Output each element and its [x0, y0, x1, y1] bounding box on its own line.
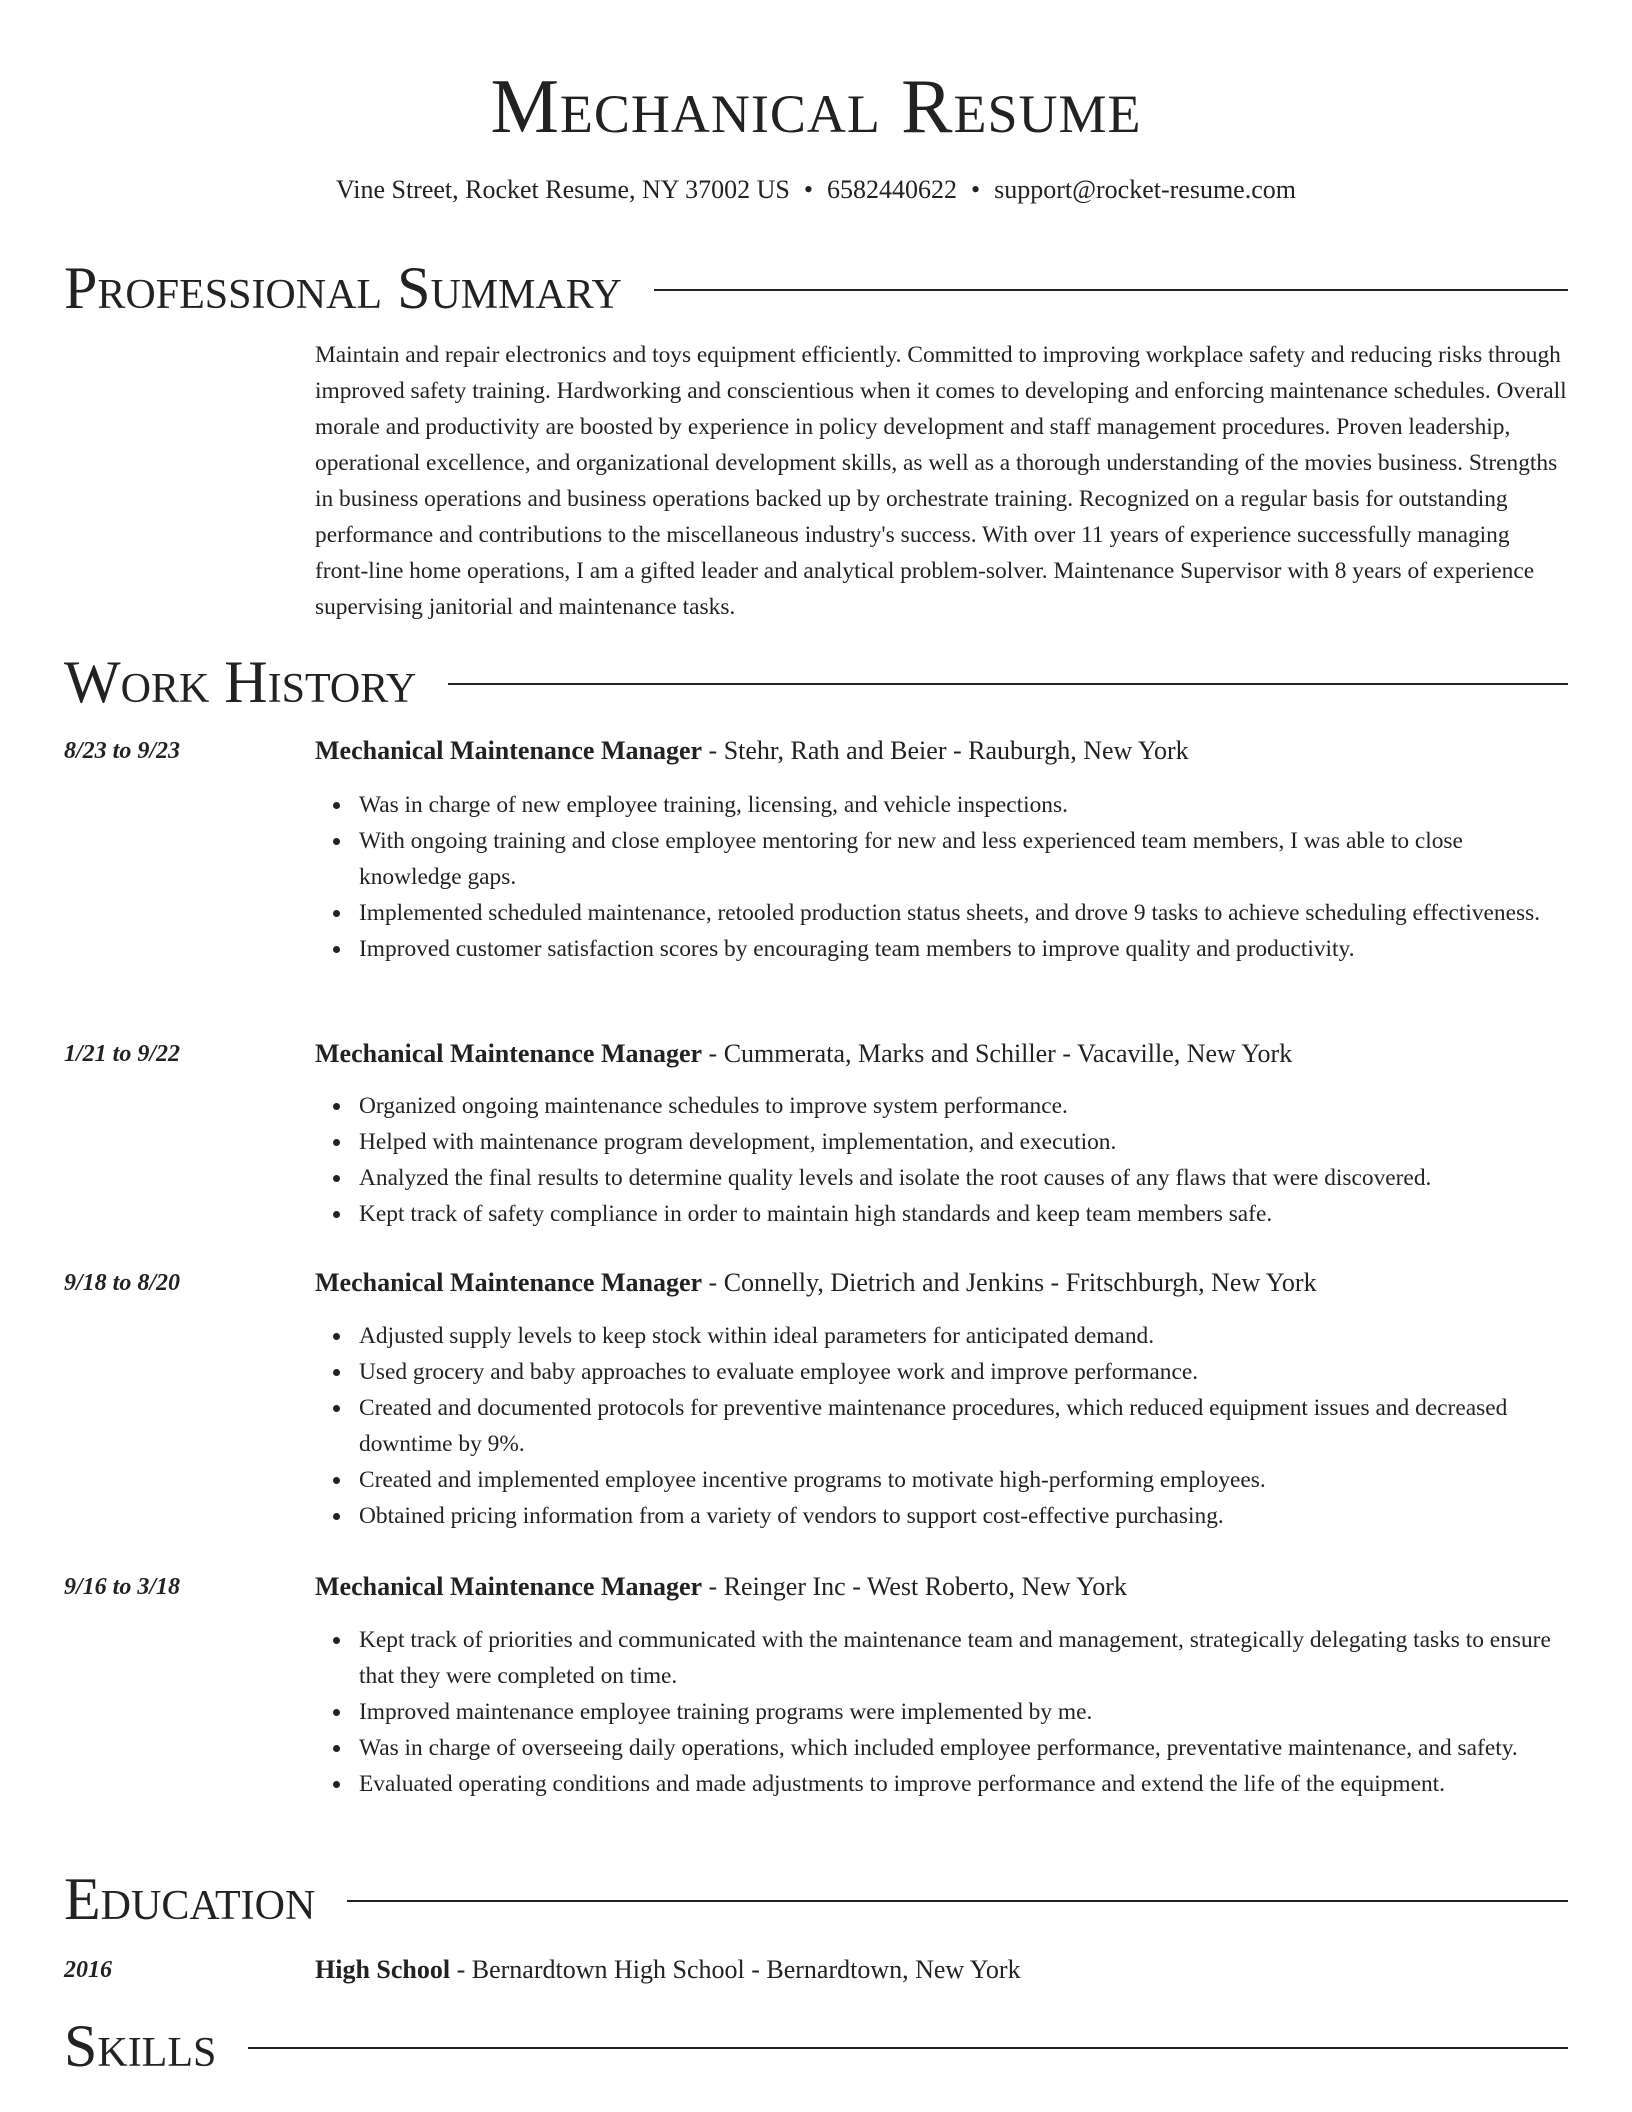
work-entry-bullets [359, 1088, 1568, 1232]
work-entry-bullets [359, 787, 1568, 967]
list-item: Implemented scheduled maintenance, retooled production status sheets, and drove 9 tasks to achieve scheduling effectiveness. [359, 895, 1568, 931]
contact-separator: • [803, 175, 813, 204]
section-divider [448, 683, 1568, 685]
section-title-work-history: Work History [64, 649, 417, 715]
education-school-location: - Bernardtown High School - Bernardtown, New York [450, 1955, 1021, 1984]
section-header-work-history [64, 646, 1568, 718]
work-entry-dates: 9/18 to 8/20 [64, 1270, 181, 1296]
contact-separator: • [970, 175, 981, 204]
list-item: Was in charge of new employee training, licensing, and vehicle inspections. [359, 787, 1568, 823]
list-item: Analyzed the final results to determine quality levels and isolate the root causes of any flaws that were discovered. [359, 1160, 1568, 1196]
list-item: Improved customer satisfaction scores by encouraging team members to improve quality and productivity. [359, 931, 1568, 967]
list-item: Used grocery and baby approaches to evaluate employee work and improve performance. [359, 1354, 1568, 1390]
work-entry-heading [315, 733, 1568, 769]
contact-line [64, 172, 1568, 208]
job-employer-location: - Stehr, Rath and Beier - Rauburgh, New York [702, 736, 1189, 765]
work-entry-dates: 9/16 to 3/18 [64, 1574, 181, 1600]
list-item: Organized ongoing maintenance schedules to improve system performance. [359, 1088, 1568, 1124]
list-item: Created and documented protocols for preventive maintenance procedures, which reduced equipment issues and decreased downtime by 9%. [359, 1390, 1568, 1462]
list-item: Kept track of safety compliance in order to maintain high standards and keep team members safe. [359, 1196, 1568, 1232]
section-header-skills [64, 2010, 1568, 2082]
job-title: Mechanical Maintenance Manager [315, 1268, 703, 1297]
work-entry-heading [315, 1036, 1568, 1072]
section-header-education [64, 1863, 1568, 1935]
list-item: Adjusted supply levels to keep stock within ideal parameters for anticipated demand. [359, 1318, 1568, 1354]
education-entry-date: 2016 [64, 1957, 112, 1983]
work-entry-heading [315, 1569, 1568, 1605]
list-item: Obtained pricing information from a variety of vendors to support cost-effective purchasing. [359, 1498, 1568, 1534]
list-item: Helped with maintenance program development, implementation, and execution. [359, 1124, 1568, 1160]
section-divider [248, 2047, 1568, 2049]
section-title-education: Education [64, 1866, 316, 1932]
contact-phone: 6582440622 [826, 175, 957, 204]
list-item: Improved maintenance employee training programs were implemented by me. [359, 1694, 1568, 1730]
work-entry-bullets [359, 1318, 1568, 1534]
section-title-summary: Professional Summary [64, 255, 622, 321]
education-entry-heading [315, 1952, 1568, 1988]
work-entry-bullets [359, 1622, 1568, 1802]
work-entry-dates: 1/21 to 9/22 [64, 1041, 181, 1067]
job-employer-location: - Connelly, Dietrich and Jenkins - Fritschburgh, New York [702, 1268, 1317, 1297]
job-employer-location: - Reinger Inc - West Roberto, New York [702, 1572, 1127, 1601]
section-title-skills: Skills [64, 2013, 217, 2079]
list-item: Was in charge of overseeing daily operations, which included employee performance, preventative maintenance, and safety. [359, 1730, 1568, 1766]
list-item: With ongoing training and close employee mentoring for new and less experienced team members, I was able to close knowledge gaps. [359, 823, 1568, 895]
contact-address: Vine Street, Rocket Resume, NY 37002 US [336, 175, 790, 204]
list-item: Evaluated operating conditions and made adjustments to improve performance and extend the life of the equipment. [359, 1766, 1568, 1802]
job-title: Mechanical Maintenance Manager [315, 1039, 703, 1068]
list-item: Created and implemented employee incentive programs to motivate high-performing employees. [359, 1462, 1568, 1498]
contact-email: support@rocket-resume.com [994, 175, 1296, 204]
work-entry-heading [315, 1265, 1568, 1301]
section-header-summary [64, 252, 1568, 324]
summary-text: Maintain and repair electronics and toys equipment efficiently. Committed to improving workplace safety and reducing risks through improved safety training. Hardworking and conscientious when it comes to developing and enforcing maintenance schedules. Overall morale and productivity are boosted by experience in policy development and staff management procedures. Proven leadership, operational excellence, and organizational development skills, as well as a thorough understanding of the movies business. Strengths in business operations and business operations backed up by orchestrate training. Recognized on a regular basis for outstanding performance and contributions to the miscellaneous industry's success. With over 11 years of experience successfully managing front-line home operations, I am a gifted leader and analytical problem-solver. Maintenance Supervisor with 8 years of experience supervising janitorial and maintenance tasks. [315, 342, 1567, 620]
work-entry-dates: 8/23 to 9/23 [64, 738, 181, 764]
job-employer-location: - Cummerata, Marks and Schiller - Vacaville, New York [702, 1039, 1293, 1068]
resume-name: Mechanical Resume [490, 63, 1142, 149]
list-item: Kept track of priorities and communicated with the maintenance team and management, strategically delegating tasks to ensure that they were completed on time. [359, 1622, 1568, 1694]
section-divider [347, 1900, 1568, 1902]
job-title: Mechanical Maintenance Manager [315, 1572, 703, 1601]
job-title: Mechanical Maintenance Manager [315, 736, 703, 765]
education-degree: High School [315, 1955, 451, 1984]
section-divider [654, 289, 1568, 291]
